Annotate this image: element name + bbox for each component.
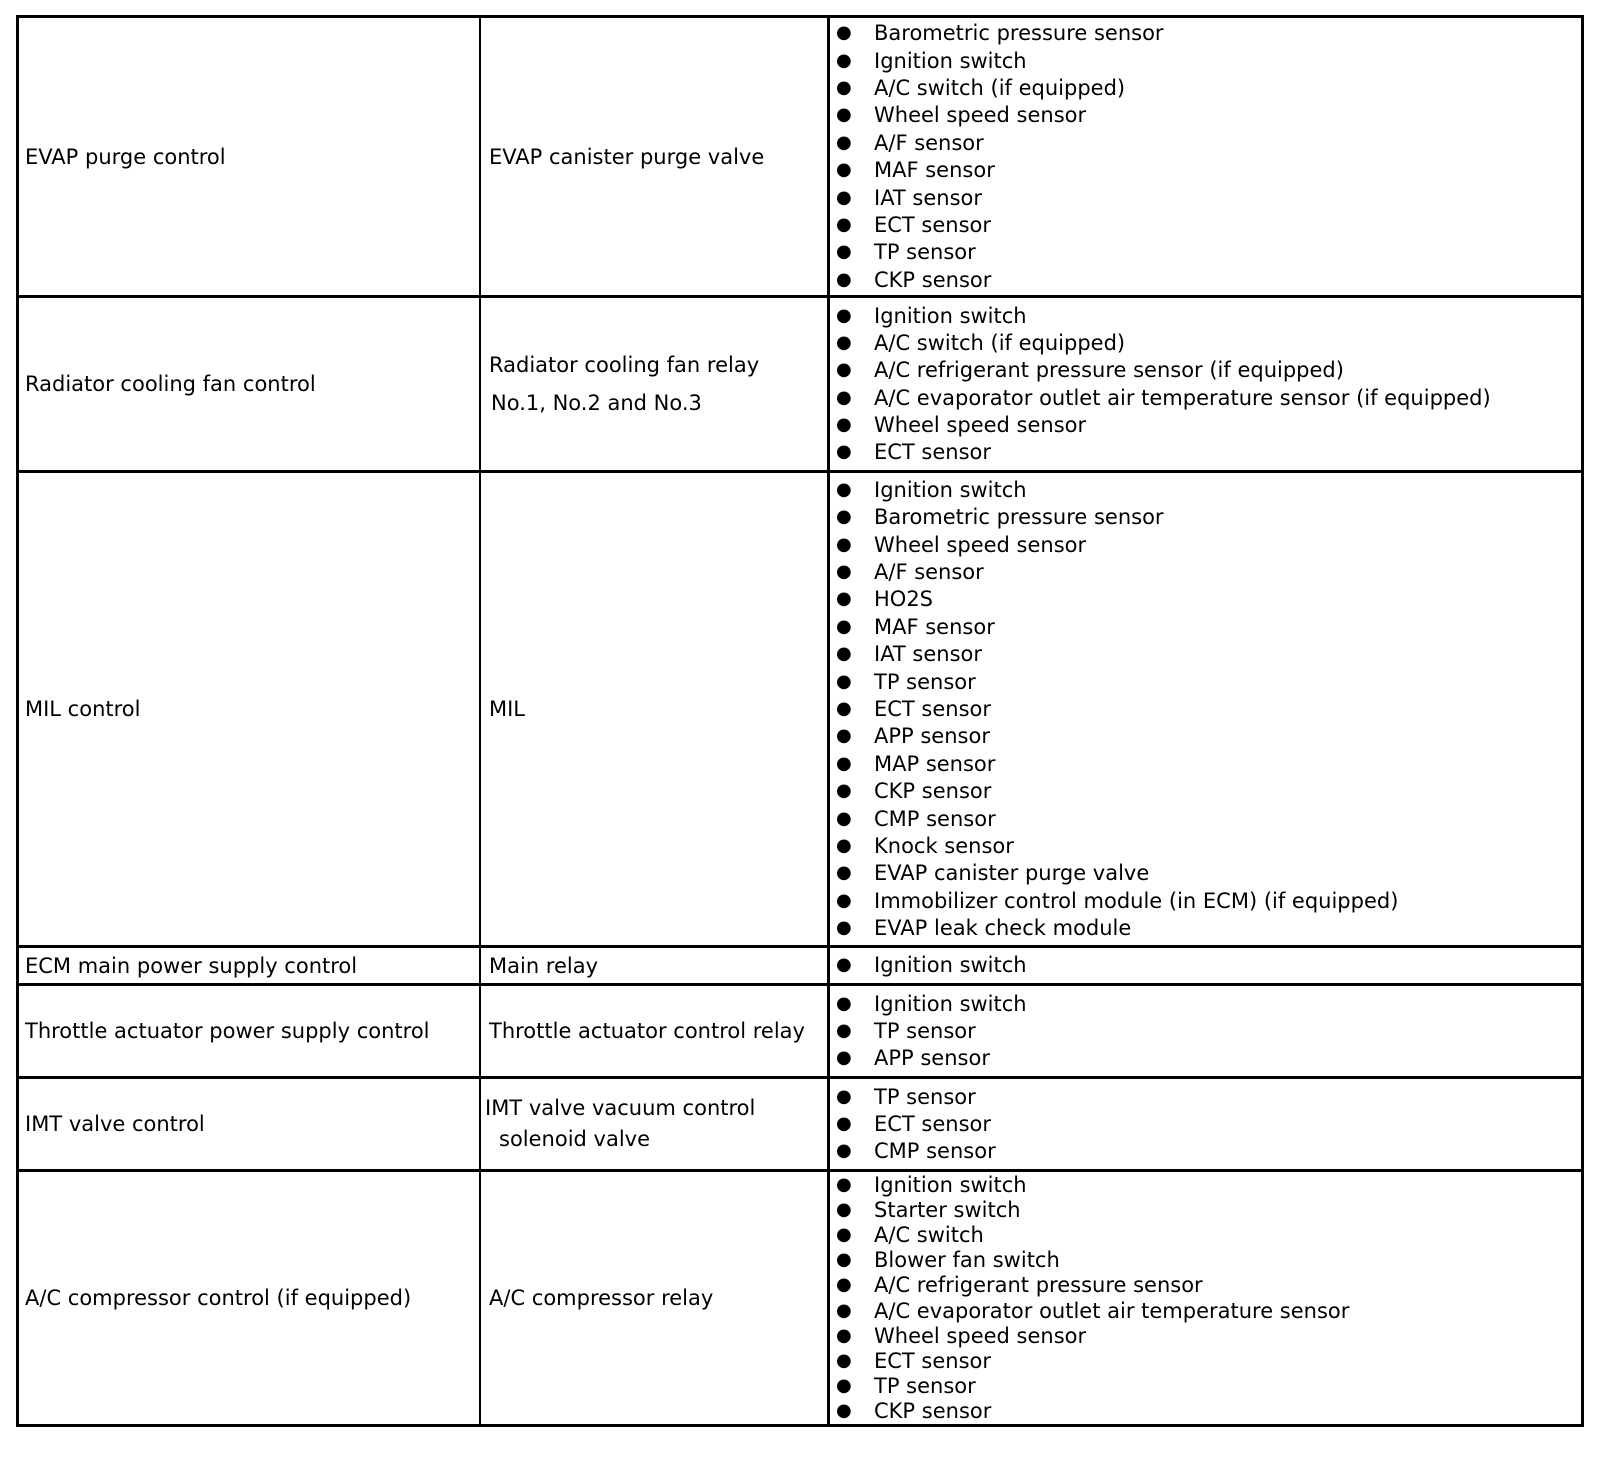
- inputs-cell: [827, 473, 1581, 945]
- bullet-icon: ●: [836, 992, 852, 1014]
- list-item: ● APP sensor: [836, 724, 990, 749]
- bullet-icon: ●: [836, 917, 852, 939]
- list-item: ● ECT sensor: [836, 440, 992, 465]
- actuator-cell: [479, 473, 827, 945]
- inputs-cell: [827, 1079, 1581, 1169]
- bullet-icon: ●: [836, 77, 852, 99]
- bullet-icon: ●: [836, 725, 852, 747]
- bullet-icon: ●: [836, 1274, 852, 1296]
- table-row: [19, 295, 1581, 470]
- list-item: ● A/C switch (if equipped): [836, 76, 1126, 101]
- bullet-icon: ●: [836, 159, 852, 181]
- list-item: ● Ignition switch: [836, 1172, 1027, 1197]
- function-label: IMT valve control: [25, 1112, 205, 1136]
- list-item: ● A/C switch: [836, 1222, 984, 1247]
- bullet-icon: ●: [836, 506, 852, 528]
- actuator-label: Main relay: [489, 953, 599, 978]
- actuator-label: solenoid valve: [499, 1127, 651, 1151]
- list-item: ● CKP sensor: [836, 1399, 992, 1424]
- function-label: A/C compressor control (if equipped): [25, 1286, 412, 1310]
- list-item: ● CMP sensor: [836, 806, 996, 831]
- list-item: ● Wheel speed sensor: [836, 532, 1087, 557]
- bullet-icon: ●: [836, 414, 852, 436]
- bullet-icon: ●: [836, 1375, 852, 1397]
- function-cell: [19, 18, 479, 295]
- table-row: [19, 945, 1581, 983]
- list-item: ● CKP sensor: [836, 779, 992, 804]
- actuator-cell: [479, 986, 827, 1076]
- list-item: ● Ignition switch: [836, 477, 1027, 502]
- list-item: ● A/F sensor: [836, 130, 984, 155]
- ecm-control-table: [16, 15, 1584, 1427]
- list-item: ● Starter switch: [836, 1197, 1021, 1222]
- function-label: Radiator cooling fan control: [25, 372, 316, 396]
- list-item: ● TP sensor: [836, 1084, 976, 1109]
- actuator-label: Throttle actuator control relay: [489, 1019, 805, 1043]
- bullet-icon: ●: [836, 104, 852, 126]
- bullet-icon: ●: [836, 1249, 852, 1271]
- actuator-label: EVAP canister purge valve: [489, 144, 765, 169]
- function-label: ECM main power supply control: [25, 953, 358, 978]
- list-item: ● CMP sensor: [836, 1139, 996, 1164]
- list-item: ● A/C refrigerant pressure sensor: [836, 1273, 1203, 1298]
- function-cell: [19, 986, 479, 1076]
- list-item: ● A/C evaporator outlet air temperature sensor: [836, 1298, 1350, 1323]
- function-cell: [19, 473, 479, 945]
- bullet-icon: ●: [836, 213, 852, 235]
- list-item: ● CKP sensor: [836, 267, 992, 292]
- bullet-icon: ●: [836, 1085, 852, 1107]
- list-item: ● TP sensor: [836, 669, 976, 694]
- actuator-cell: [479, 948, 827, 983]
- actuator-cell: [479, 1172, 827, 1424]
- list-item: ● IAT sensor: [836, 642, 983, 667]
- bullet-icon: ●: [836, 807, 852, 829]
- list-item: ● MAF sensor: [836, 158, 995, 183]
- bullet-icon: ●: [836, 954, 852, 976]
- list-item: ● A/C evaporator outlet air temperature sensor (if equipped): [836, 385, 1491, 410]
- function-cell: [19, 1079, 479, 1169]
- inputs-cell: [827, 298, 1581, 470]
- actuator-cell: [479, 298, 827, 470]
- list-item: ● Barometric pressure sensor: [836, 505, 1164, 530]
- function-cell: [19, 948, 479, 983]
- function-label: MIL control: [25, 697, 141, 721]
- bullet-icon: ●: [836, 862, 852, 884]
- bullet-icon: ●: [836, 1350, 852, 1371]
- list-item: ● Ignition switch: [836, 953, 1027, 978]
- bullet-icon: ●: [836, 889, 852, 911]
- function-label: Throttle actuator power supply control: [25, 1019, 430, 1043]
- bullet-icon: ●: [836, 1019, 852, 1041]
- list-item: ● ECT sensor: [836, 696, 992, 721]
- inputs-cell: [827, 948, 1581, 983]
- bullet-icon: ●: [836, 268, 852, 290]
- table-row: [19, 470, 1581, 945]
- list-item: ● TP sensor: [836, 1018, 976, 1043]
- bullet-icon: ●: [836, 1324, 852, 1346]
- bullet-icon: ●: [836, 1299, 852, 1321]
- table-row: [19, 18, 1581, 295]
- table-row: [19, 1076, 1581, 1169]
- actuator-label: IMT valve vacuum control: [485, 1096, 756, 1120]
- list-item: ● EVAP canister purge valve: [836, 861, 1150, 886]
- list-item: ● Wheel speed sensor: [836, 413, 1087, 438]
- bullet-icon: ●: [836, 615, 852, 637]
- table-row: [19, 1169, 1581, 1424]
- list-item: ● Ignition switch: [836, 303, 1027, 328]
- actuator-label: MIL: [489, 697, 526, 721]
- bullet-icon: ●: [836, 304, 852, 326]
- bullet-icon: ●: [836, 1173, 852, 1195]
- bullet-icon: ●: [836, 834, 852, 856]
- bullet-icon: ●: [836, 331, 852, 353]
- actuator-label: Radiator cooling fan relay: [489, 353, 760, 377]
- list-item: ● Blower fan switch: [836, 1248, 1060, 1273]
- list-item: ● ECT sensor: [836, 212, 992, 237]
- bullet-icon: ●: [836, 49, 852, 71]
- list-item: ● Wheel speed sensor: [836, 103, 1087, 128]
- bullet-icon: ●: [836, 441, 852, 463]
- bullet-icon: ●: [836, 561, 852, 583]
- bullet-icon: ●: [836, 1400, 852, 1422]
- actuator-label: A/C compressor relay: [489, 1286, 714, 1310]
- list-item: ● APP sensor: [836, 1046, 990, 1071]
- bullet-icon: ●: [836, 386, 852, 408]
- actuator-cell: [479, 1079, 827, 1169]
- bullet-icon: ●: [836, 780, 852, 802]
- actuator-label: No.1, No.2 and No.3: [491, 391, 702, 415]
- bullet-icon: ●: [836, 588, 852, 610]
- bullet-icon: ●: [836, 359, 852, 381]
- function-cell: [19, 1172, 479, 1424]
- bullet-icon: ●: [836, 186, 852, 208]
- bullet-icon: ●: [836, 1223, 852, 1245]
- bullet-icon: ●: [836, 22, 852, 44]
- bullet-icon: ●: [836, 697, 852, 719]
- list-item: ● Ignition switch: [836, 48, 1027, 73]
- bullet-icon: ●: [836, 1112, 852, 1134]
- bullet-icon: ●: [836, 131, 852, 153]
- list-item: ● HO2S: [836, 587, 934, 612]
- bullet-icon: ●: [836, 643, 852, 665]
- list-item: ● Knock sensor: [836, 833, 1014, 858]
- bullet-icon: ●: [836, 1198, 852, 1220]
- bullet-icon: ●: [836, 1140, 852, 1162]
- inputs-cell: [827, 1172, 1581, 1424]
- list-item: ● MAF sensor: [836, 614, 995, 639]
- function-label: EVAP purge control: [25, 144, 226, 169]
- list-item: ● Barometric pressure sensor: [836, 21, 1164, 46]
- inputs-cell: [827, 986, 1581, 1076]
- function-cell: [19, 298, 479, 470]
- inputs-cell: [827, 18, 1581, 295]
- list-item: ● ECT sensor: [836, 1349, 992, 1373]
- list-item: ● TP sensor: [836, 1374, 976, 1399]
- list-item: ● Wheel speed sensor: [836, 1323, 1087, 1348]
- bullet-icon: ●: [836, 670, 852, 692]
- list-item: ● Ignition switch: [836, 991, 1027, 1016]
- bullet-icon: ●: [836, 478, 852, 500]
- bullet-icon: ●: [836, 533, 852, 555]
- table-row: [19, 983, 1581, 1076]
- list-item: ● A/C switch (if equipped): [836, 330, 1126, 355]
- bullet-icon: ●: [836, 752, 852, 774]
- list-item: ● A/C refrigerant pressure sensor (if equipped): [836, 358, 1344, 383]
- list-item: ● Immobilizer control module (in ECM) (if equipped): [836, 888, 1399, 913]
- bullet-icon: ●: [836, 241, 852, 263]
- bullet-icon: ●: [836, 1047, 852, 1069]
- list-item: ● IAT sensor: [836, 185, 983, 210]
- list-item: ● A/F sensor: [836, 560, 984, 585]
- list-item: ● EVAP leak check module: [836, 916, 1132, 941]
- actuator-cell: [479, 18, 827, 295]
- list-item: ● ECT sensor: [836, 1111, 992, 1136]
- list-item: ● TP sensor: [836, 240, 976, 265]
- list-item: ● MAP sensor: [836, 751, 996, 776]
